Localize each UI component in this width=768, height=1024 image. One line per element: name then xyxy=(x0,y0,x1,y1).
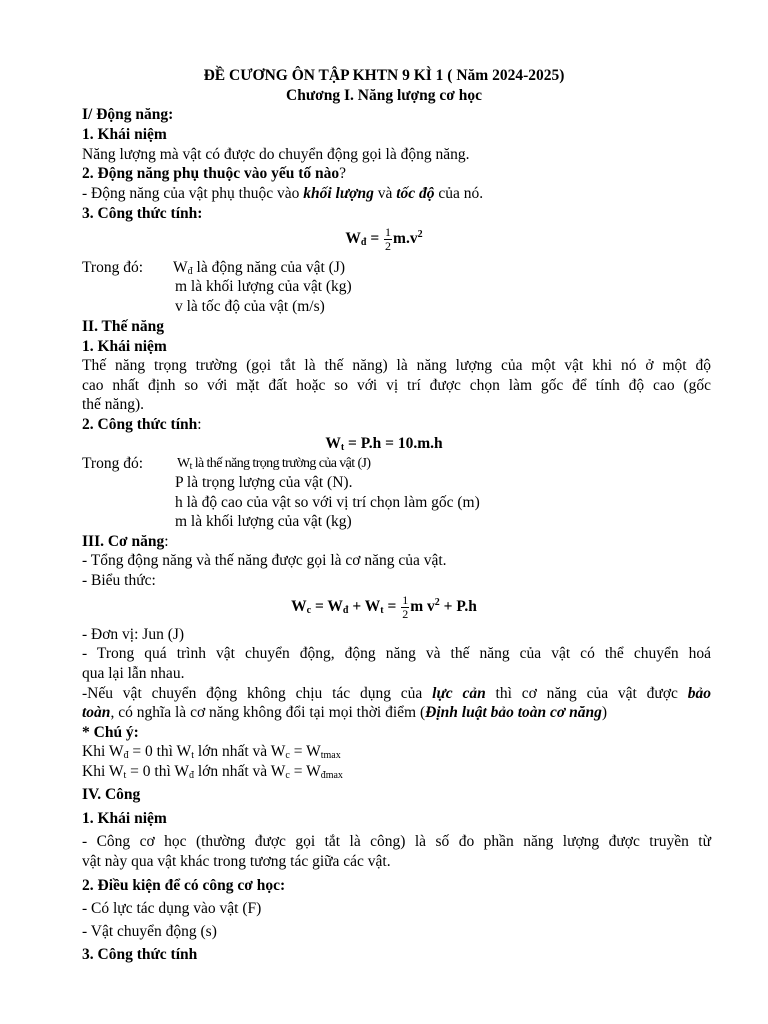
fraction-denominator: 2 xyxy=(385,238,392,253)
s3-transform-line-2: qua lại lẫn nhau. xyxy=(82,665,185,682)
s4-condition-heading: 2. Điều kiện để có công cơ học: xyxy=(82,877,286,894)
section-4-heading: IV. Công xyxy=(82,786,141,803)
s1-concept-text: Năng lượng mà vật có được do chuyển động gọi là động năng. xyxy=(82,146,470,163)
formula-term: + W xyxy=(348,598,381,615)
text-run: là thế năng trọng trường của vật (J) xyxy=(191,456,371,471)
formula-subscript: đ xyxy=(360,237,367,248)
text-run: - Động năng của vật phụ thuộc vào xyxy=(82,185,304,202)
s3-unit: - Đơn vị: Jun (J) xyxy=(82,626,185,643)
text-run: ) xyxy=(601,704,608,721)
text-run: lớn nhất và W xyxy=(193,743,286,760)
section-3-heading-bold: III. Cơ năng xyxy=(82,533,165,550)
kinetic-energy-formula xyxy=(0,224,768,254)
subscript: t xyxy=(191,750,194,761)
section-2-heading: II. Thế năng xyxy=(82,318,164,335)
formula-superscript: 2 xyxy=(417,229,423,240)
fraction xyxy=(384,226,392,253)
text-run: thì cơ năng của vật được xyxy=(485,685,688,702)
text-run: lớn nhất và W xyxy=(193,763,286,780)
subscript: t xyxy=(189,461,192,472)
emphasis-speed: tốc độ xyxy=(396,185,435,202)
s4-concept-line-1: - Công cơ học (thường được gọi tắt là công) là số đo phần năng lượng được truyền từ xyxy=(82,833,711,850)
subscript: đ xyxy=(188,770,194,781)
formula-term: m v xyxy=(410,598,435,615)
formula-symbol: W xyxy=(325,435,341,452)
formula-term: + P.h xyxy=(439,598,477,615)
formula-subscript: t xyxy=(340,442,345,453)
s3-note-1 xyxy=(82,742,711,762)
s3-transform-line-1: - Trong quá trình vật chuyển động, động năng và thế năng của vật có thể chuyển hoá xyxy=(82,645,711,662)
s2-where-item-1 xyxy=(177,454,711,474)
text-run: = W xyxy=(289,743,321,760)
formula-symbol: W xyxy=(291,598,307,615)
subscript: đ xyxy=(187,266,193,277)
text-run: -Nếu vật chuyển động không chịu tác dụng của xyxy=(82,685,433,702)
formula-symbol: W xyxy=(345,230,361,247)
formula-equals: = xyxy=(383,598,401,615)
s1-where-item-2: m là khối lượng của vật (kg) xyxy=(175,278,352,295)
s4-condition-1: - Có lực tác dụng vào vật (F) xyxy=(82,900,262,917)
subscript: c xyxy=(285,770,290,781)
s2-formula-heading xyxy=(82,415,711,435)
fraction-numerator: 1 xyxy=(385,224,392,239)
subscript: tmax xyxy=(320,750,341,761)
emphasis-conserved-cont: toàn xyxy=(82,704,111,721)
section-1-heading: I/ Động năng: xyxy=(82,106,174,123)
formula-rhs: = P.h = 10.m.h xyxy=(344,435,443,452)
text-run: = 0 thì W xyxy=(126,763,189,780)
text-run: = W xyxy=(289,763,321,780)
s4-formula-heading: 3. Công thức tính xyxy=(82,946,198,963)
emphasis-law-name: Định luật bảo toàn cơ năng xyxy=(425,704,602,721)
subscript: c xyxy=(285,750,290,761)
s1-where-item-1 xyxy=(173,258,711,278)
fraction-denominator: 2 xyxy=(402,606,409,621)
subscript: t xyxy=(123,770,127,781)
s2-concept-heading: 1. Khái niệm xyxy=(82,338,167,355)
s4-concept-heading: 1. Khái niệm xyxy=(82,810,167,827)
s3-expression-label: - Biểu thức: xyxy=(82,572,156,589)
symbol: W xyxy=(177,456,190,471)
s1-concept-heading: 1. Khái niệm xyxy=(82,126,167,143)
formula-subscript: t xyxy=(380,605,384,616)
emphasis-conserved: bảo xyxy=(687,685,711,702)
text-run: Khi W xyxy=(82,763,124,780)
text-run: là động năng của vật (J) xyxy=(192,259,346,276)
text-run: của nó. xyxy=(434,185,484,202)
formula-term: = W xyxy=(311,598,343,615)
fraction-numerator: 1 xyxy=(402,592,409,607)
text-run: và xyxy=(373,185,397,202)
s2-where-label: Trong đó: xyxy=(82,455,144,472)
s2-where-item-3: h là độ cao của vật so với vị trí chọn làm gốc (m) xyxy=(175,494,480,511)
s3-conservation-line-1 xyxy=(82,684,711,704)
s1-dependence-heading-bold: 2. Động năng phụ thuộc vào yếu tố nào xyxy=(82,165,340,182)
text-run: , có nghĩa là cơ năng không đổi tại mọi thời điểm ( xyxy=(110,704,426,721)
text-run: Khi W xyxy=(82,743,124,760)
s1-dependence-text xyxy=(82,184,711,204)
mechanical-energy-formula xyxy=(0,592,768,622)
document-title: ĐỀ CƯƠNG ÔN TẬP KHTN 9 KÌ 1 ( Năm 2024-2025) xyxy=(203,67,565,84)
s2-concept-line-2: cao nhất định so với mặt đất hoặc so với vị trí được chọn làm gốc để tính độ cao (gốc xyxy=(82,377,711,394)
s2-where-item-2: P là trọng lượng của vật (N). xyxy=(175,474,353,491)
s2-concept-line-3: thế năng). xyxy=(82,396,144,413)
s2-formula-heading-bold: 2. Công thức tính xyxy=(82,416,198,433)
formula-subscript: c xyxy=(306,605,312,616)
emphasis-mass: khối lượng xyxy=(303,185,374,202)
s4-condition-2: - Vật chuyển động (s) xyxy=(82,923,217,940)
s3-conservation-line-2 xyxy=(82,703,711,723)
subscript: đmax xyxy=(320,770,343,781)
text-run: = 0 thì W xyxy=(128,743,192,760)
formula-rhs: m.v xyxy=(393,230,418,247)
chapter-title: Chương I. Năng lượng cơ học xyxy=(286,87,482,104)
emphasis-resistance: lực cản xyxy=(432,685,486,702)
s3-note-heading: * Chú ý: xyxy=(82,724,139,741)
formula-equals: = xyxy=(366,230,384,247)
s2-formula-heading-tail: : xyxy=(197,416,202,433)
s1-where-item-3: v là tốc độ của vật (m/s) xyxy=(175,298,325,315)
formula-superscript: 2 xyxy=(434,597,440,608)
section-3-heading-tail: : xyxy=(164,533,169,550)
s4-concept-line-2: vật này qua vật khác trong tương tác giữa các vật. xyxy=(82,853,391,870)
s1-where-label: Trong đó: xyxy=(82,259,144,276)
subscript: đ xyxy=(123,750,129,761)
s3-note-2 xyxy=(82,762,711,782)
s1-formula-heading: 3. Công thức tính: xyxy=(82,205,203,222)
s1-dependence-heading-tail: ? xyxy=(339,165,346,182)
formula-subscript: đ xyxy=(342,605,349,616)
symbol: W xyxy=(173,259,188,276)
s2-concept-line-1: Thế năng trọng trường (gọi tắt là thế năng) là năng lượng của một vật khi nó ở một độ xyxy=(82,357,711,374)
s1-dependence-heading xyxy=(82,164,711,184)
s3-definition: - Tổng động năng và thế năng được gọi là cơ năng của vật. xyxy=(82,552,447,569)
potential-energy-formula xyxy=(0,434,768,454)
section-3-heading xyxy=(82,532,711,552)
s2-where-item-4: m là khối lượng của vật (kg) xyxy=(175,513,352,530)
fraction xyxy=(401,594,409,621)
